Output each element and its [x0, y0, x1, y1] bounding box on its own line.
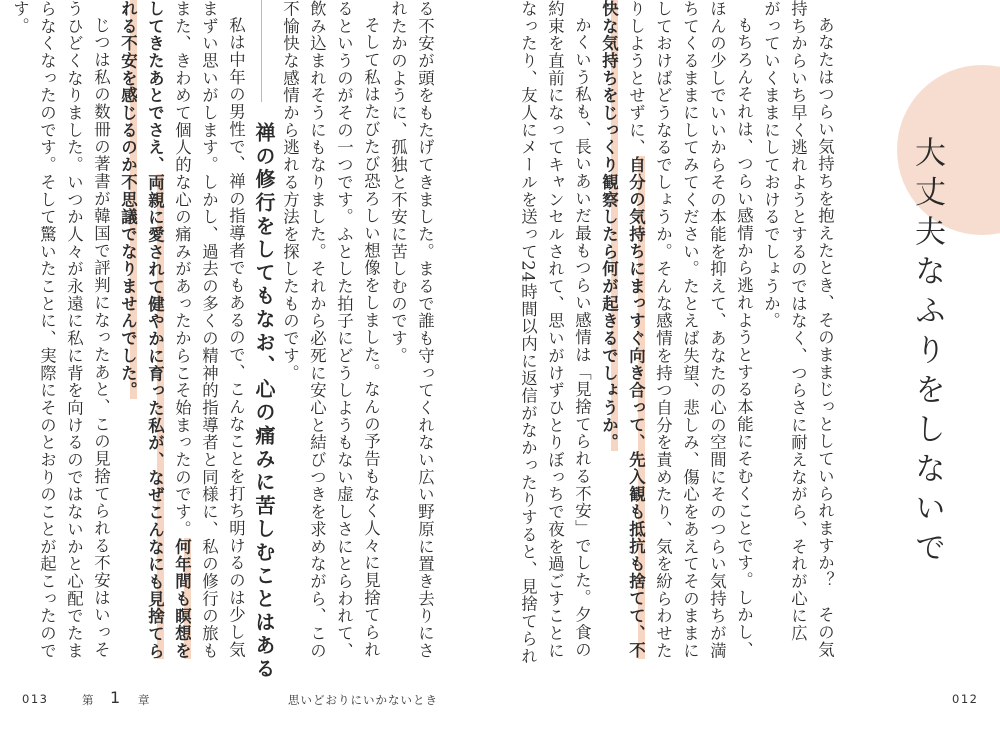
decorative-rule	[261, 0, 262, 102]
section-heading: 禅の修行をしてもなお、心の痛みに苦しむことはある	[252, 122, 276, 682]
chapter-title: 大丈夫なふりをしないで	[909, 136, 945, 571]
body-line: ちてくるままにしてみてください。たとえば失望、悲しみ、傷心をあえてそのままに	[680, 0, 700, 660]
body-line: 私は中年の男性で、禅の指導者でもあるので、こんなことを打ち明けるのは少し気	[226, 16, 246, 659]
body-line: また、きわめて個人的な心の痛みがあったからこそ始まったのです。何年間も瞑想を	[172, 0, 192, 660]
body-line: そして私はたびたび恐ろしい想像をしました。なんの予告もなく人々に見捨てられ	[361, 16, 381, 659]
page-number-left: 013	[22, 692, 49, 706]
body-line: りしようとせずに、自分の気持ちにまっすぐ向き合って、先入観も抵抗も捨てて、不	[626, 0, 646, 660]
body-line: なったり、友人にメールを送って24時間以内に返信がなかったりすると、見捨てられ	[518, 0, 538, 665]
body-line: るというのがその一つです。ふとした拍子にどうしようもない虚しさにとらわれて、	[334, 0, 354, 660]
body-line: あなたはつらい気持ちを抱えたとき、そのままじっとしていられますか？ その気	[815, 16, 835, 659]
body-line: る不安が頭をもたげてきました。まるで誰も守ってくれない広い野原に置き去りにさ	[415, 0, 435, 660]
highlighted-phrase: 自分の気持ちにまっすぐ向き合って、先入観も抵抗も捨てて、不	[626, 156, 646, 660]
running-chapter-title: 思いどおりにいかないとき	[288, 693, 438, 707]
chapter-number: 1	[110, 688, 121, 707]
chapter-suffix: 章	[138, 693, 150, 707]
body-line: す。	[10, 0, 30, 35]
body-line: れたかのように、孤独と不安に苦しむのです。	[388, 0, 408, 365]
body-line: まずい思いがします。しかし、過去の多くの精神的指導者と同様に、私の修行の旅も	[199, 0, 219, 660]
body-line: もちろんそれは、つらい感情から逃れようとする本能にそむくことです。しかし、	[734, 16, 754, 659]
body-line: うひどくなりました。いつか人々が永遠に私に背を向けるのではないかと心配でたま	[64, 0, 84, 660]
body-line: かくいう私も、長いあいだ最もつらい感情は「見捨てられる不安」でした。夕食の	[572, 16, 592, 659]
body-line: しておけばどうなるでしょうか。そんな感情を持つ自分を責めたり、気を紛らわせた	[653, 0, 673, 660]
page-number-right: 012	[952, 692, 979, 706]
chapter-label: 第	[82, 693, 94, 707]
highlighted-phrase: 何年間も瞑想を	[172, 537, 192, 660]
body-line: じつは私の数冊の著書が韓国で評判になったあと、この見捨てられる不安はいっそ	[91, 16, 111, 659]
body-line-highlighted: してきたあとでさえ、両親に愛されて健やかに育った私が、なぜこんなにも見捨てら	[145, 0, 165, 660]
body-line: 不愉快な感情から逃れる方法を探したものです。	[280, 0, 300, 382]
body-line: 飲み込まれそうにもなりました。それから必死に安心と結びつきを求めながら、この	[307, 0, 327, 660]
body-line-highlighted: 快な気持ちをじっくり観察したら何が起きるでしょうか。	[599, 0, 619, 452]
body-line: らなくなったのです。そして驚いたことに、実際にそのとおりのことが起こったので	[37, 0, 57, 660]
body-line-highlighted: れる不安を感じるのか不思議でなりませんでした。	[118, 0, 138, 400]
body-line: がっていくままにしておけるでしょうか。	[761, 0, 781, 330]
body-line: 約束を直前になってキャンセルされて、思いがけずひとりぼっちで夜を過ごすことに	[545, 0, 565, 660]
body-line: ほんの少しでいいからその本能を抑えて、あなたの心の空間にそのつらい気持ちが満	[707, 0, 727, 660]
body-line: 持ちからいち早く逃れようとするのではなく、つらさに耐えながら、それが心に広	[788, 0, 808, 642]
